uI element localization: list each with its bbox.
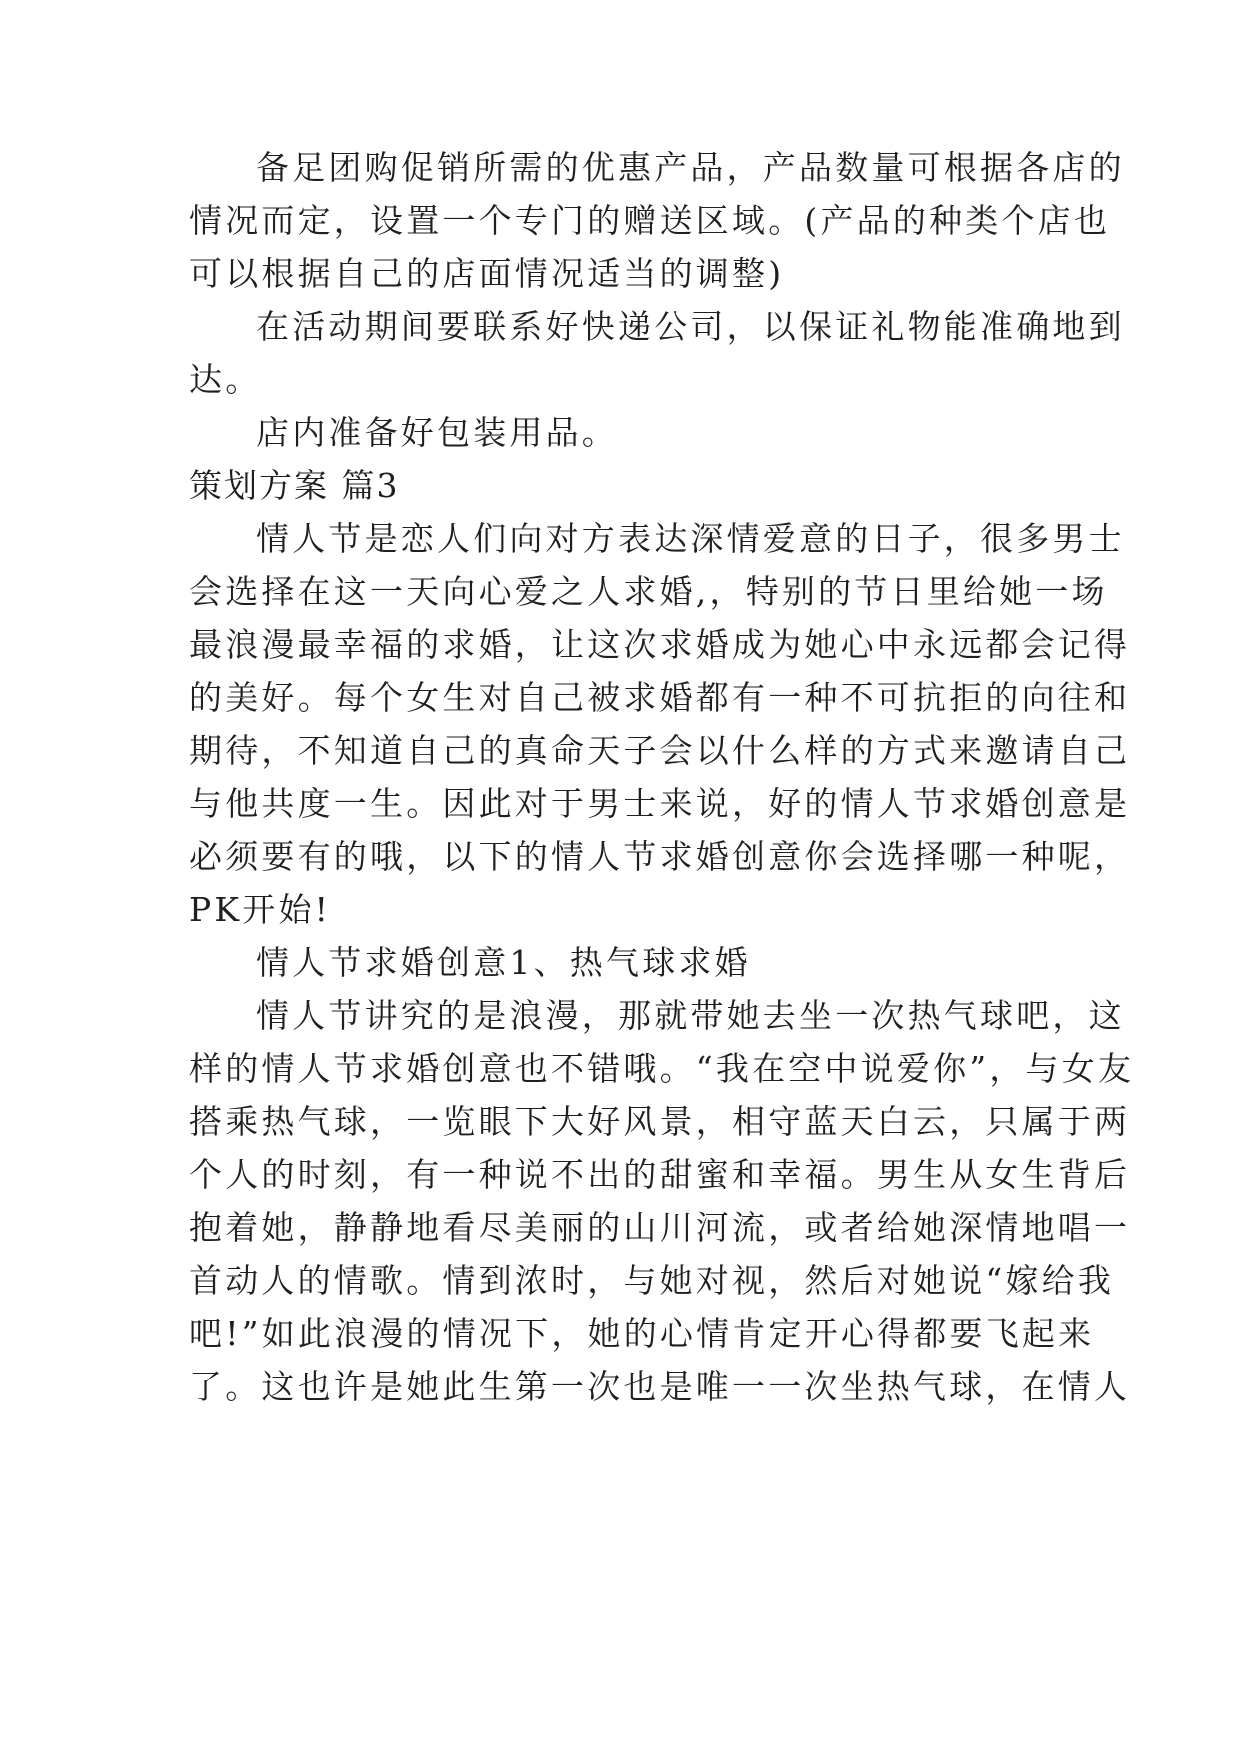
paragraph-line: 抱着她，静静地看尽美丽的山川河流，或者给她深情地唱一 [189,1208,1131,1247]
paragraph-line: 搭乘热气球，一览眼下大好风景，相守蓝天白云，只属于两 [189,1102,1131,1141]
paragraph-line: 会选择在这一天向心爱之人求婚,，特别的节日里给她一场 [189,572,1108,611]
paragraph-line: 店内准备好包装用品。 [256,413,618,452]
paragraph-line: 最浪漫最幸福的求婚，让这次求婚成为她心中永远都会记得 [189,625,1131,664]
paragraph-line: 首动人的情歌。情到浓时，与她对视，然后对她说“嫁给我 [189,1261,1115,1300]
paragraph-line: 情况而定，设置一个专门的赠送区域。(产品的种类个店也 [189,201,1111,240]
paragraph-line: 必须要有的哦，以下的情人节求婚创意你会选择哪一种呢， [189,837,1131,876]
paragraph-line: 达。 [189,360,262,399]
paragraph-line: 情人节讲究的是浪漫，那就带她去坐一次热气球吧，这 [256,996,1125,1035]
paragraph-line: 情人节是恋人们向对方表达深情爱意的日子，很多男士 [256,519,1125,558]
paragraph-line: 在活动期间要联系好快递公司，以保证礼物能准确地到 [256,307,1125,346]
paragraph-line: 样的情人节求婚创意也不错哦。“我在空中说爱你”，与女友 [189,1049,1135,1088]
paragraph-line: 个人的时刻，有一种说不出的甜蜜和幸福。男生从女生背后 [189,1155,1131,1194]
paragraph-line: 备足团购促销所需的优惠产品，产品数量可根据各店的 [256,148,1125,187]
paragraph-line: 与他共度一生。因此对于男士来说，好的情人节求婚创意是 [189,784,1131,823]
subheading-line: 情人节求婚创意1、热气球求婚 [256,943,751,982]
paragraph-line: 的美好。每个女生对自己被求婚都有一种不可抗拒的向往和 [189,678,1131,717]
paragraph-line: PK开始! [189,890,332,929]
paragraph-line: 了。这也许是她此生第一次也是唯一一次坐热气球，在情人 [189,1367,1131,1406]
paragraph-line: 期待，不知道自己的真命天子会以什么样的方式来邀请自己 [189,731,1131,770]
paragraph-line: 吧!”如此浪漫的情况下，她的心情肯定开心得都要飞起来 [189,1314,1095,1353]
paragraph-line: 可以根据自己的店面情况适当的调整) [189,254,785,293]
section-heading: 策划方案 篇3 [189,466,400,505]
